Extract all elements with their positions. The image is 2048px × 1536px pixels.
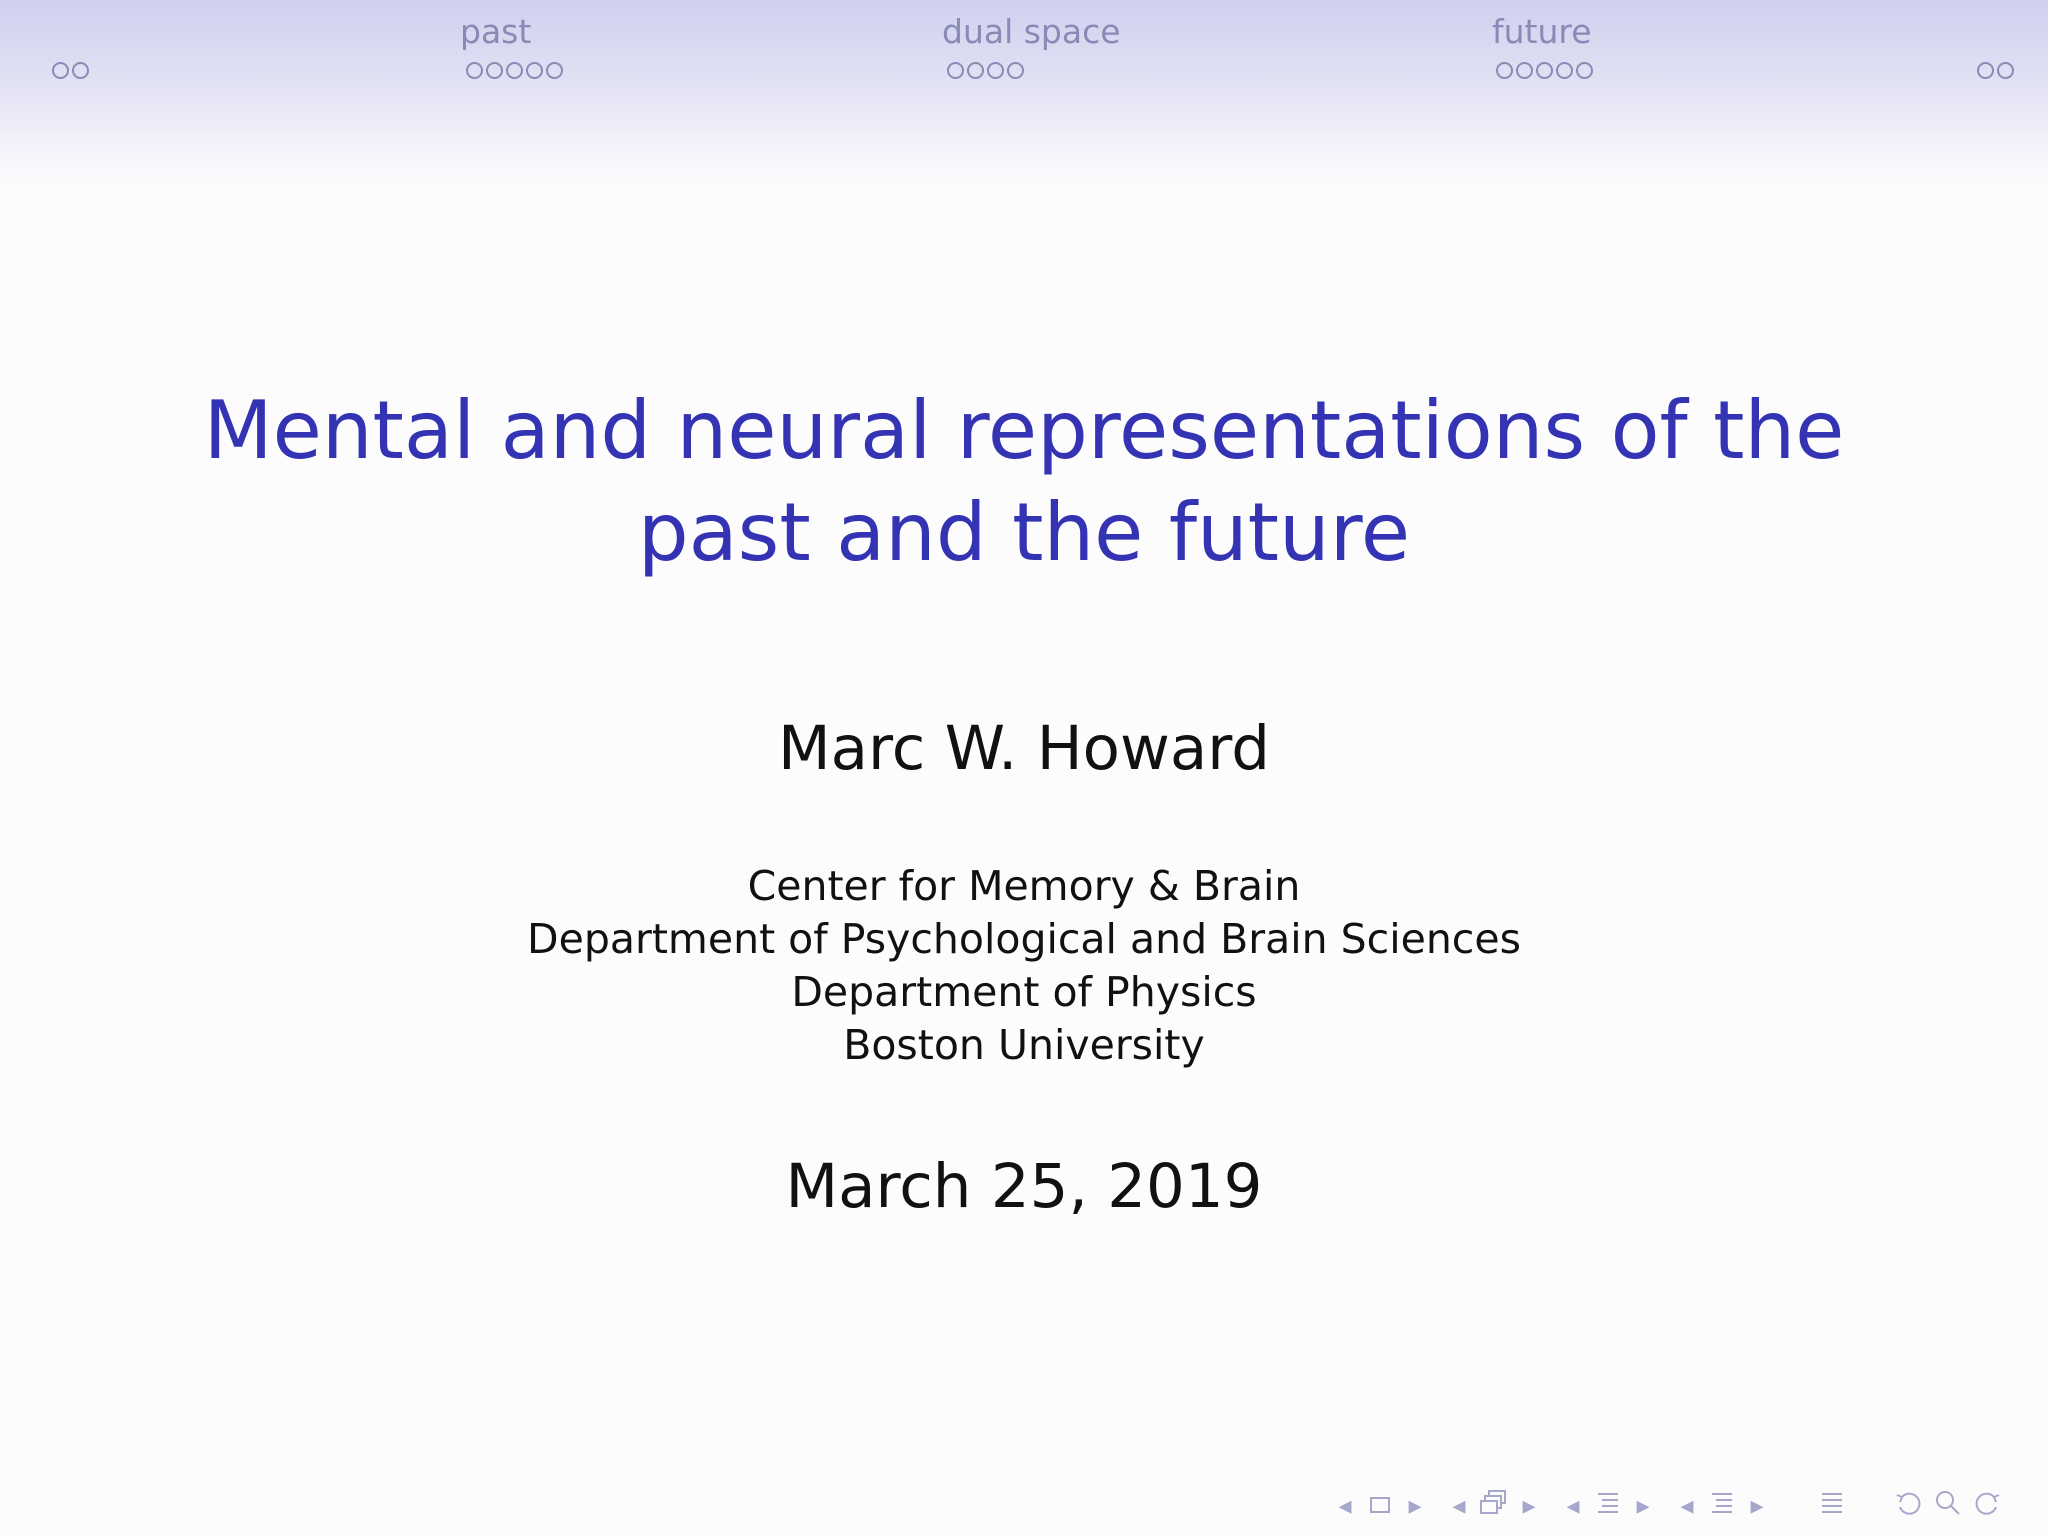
prev-arrow-icon[interactable]: ◂ bbox=[1338, 1491, 1352, 1521]
slide-title-line-2: past and the future bbox=[637, 486, 1411, 579]
nav-dot[interactable] bbox=[1496, 62, 1513, 79]
slide-title bbox=[200, 380, 1848, 584]
nav-dot[interactable] bbox=[72, 62, 89, 79]
presentation-date: March 25, 2019 bbox=[785, 1151, 1263, 1222]
nav-dot[interactable] bbox=[947, 62, 964, 79]
nav-dot[interactable] bbox=[1536, 62, 1553, 79]
forward-icon[interactable] bbox=[1968, 1489, 2008, 1524]
nav-dot[interactable] bbox=[1997, 62, 2014, 79]
nav-dot[interactable] bbox=[526, 62, 543, 79]
nav-dot[interactable] bbox=[1007, 62, 1024, 79]
affiliation-line: Department of Psychological and Brain Sciences bbox=[527, 915, 1521, 963]
nav-dot[interactable] bbox=[1576, 62, 1593, 79]
nav-dot[interactable] bbox=[52, 62, 69, 79]
affiliations bbox=[0, 860, 2048, 1072]
affiliation-line: Center for Memory & Brain bbox=[747, 862, 1301, 910]
nav-dot[interactable] bbox=[967, 62, 984, 79]
next-arrow-icon[interactable]: ▸ bbox=[1408, 1491, 1422, 1521]
nav-dot[interactable] bbox=[546, 62, 563, 79]
nav-section-future[interactable] bbox=[1492, 12, 1592, 52]
affiliation-line: Boston University bbox=[843, 1021, 1205, 1069]
outline-icon[interactable] bbox=[1702, 1490, 1742, 1523]
nav-dot[interactable] bbox=[1516, 62, 1533, 79]
next-arrow-icon[interactable]: ▸ bbox=[1636, 1491, 1650, 1521]
author-name: Marc W. Howard bbox=[778, 713, 1270, 784]
affiliation-line: Department of Physics bbox=[791, 968, 1257, 1016]
nav-dot[interactable] bbox=[1556, 62, 1573, 79]
nav-section-dual-space[interactable] bbox=[942, 12, 1121, 52]
back-icon[interactable] bbox=[1888, 1489, 1928, 1524]
prev-arrow-icon[interactable]: ◂ bbox=[1680, 1491, 1694, 1521]
align-icon[interactable] bbox=[1812, 1490, 1852, 1523]
slide-title-line-1: Mental and neural representations of the bbox=[203, 384, 1845, 477]
nav-dot[interactable] bbox=[466, 62, 483, 79]
nav-label-future[interactable]: future bbox=[1492, 12, 1592, 51]
frame-icon[interactable] bbox=[1360, 1491, 1400, 1521]
nav-dots-dual-space bbox=[947, 62, 1024, 82]
nav-dots-future bbox=[1496, 62, 1593, 82]
nav-label-dual-space[interactable]: dual space bbox=[942, 12, 1121, 51]
section-nav-header bbox=[0, 0, 2048, 190]
nav-dot[interactable] bbox=[486, 62, 503, 79]
nav-dot[interactable] bbox=[987, 62, 1004, 79]
beamer-navigation-bar bbox=[1330, 1490, 2008, 1522]
prev-arrow-icon[interactable]: ◂ bbox=[1566, 1491, 1580, 1521]
nav-dots-past bbox=[466, 62, 563, 82]
nav-dot[interactable] bbox=[1977, 62, 1994, 79]
search-icon[interactable] bbox=[1928, 1489, 1968, 1524]
next-arrow-icon[interactable]: ▸ bbox=[1522, 1491, 1536, 1521]
subsection-icon[interactable] bbox=[1474, 1489, 1514, 1524]
prev-arrow-icon[interactable]: ◂ bbox=[1452, 1491, 1466, 1521]
nav-dots-intro bbox=[52, 62, 89, 82]
nav-section-past[interactable] bbox=[460, 12, 531, 52]
nav-label-past[interactable]: past bbox=[460, 12, 532, 51]
nav-dot[interactable] bbox=[506, 62, 523, 79]
section-icon[interactable] bbox=[1588, 1490, 1628, 1523]
next-arrow-icon[interactable]: ▸ bbox=[1750, 1491, 1764, 1521]
nav-dots-conclusion bbox=[1977, 62, 2014, 82]
